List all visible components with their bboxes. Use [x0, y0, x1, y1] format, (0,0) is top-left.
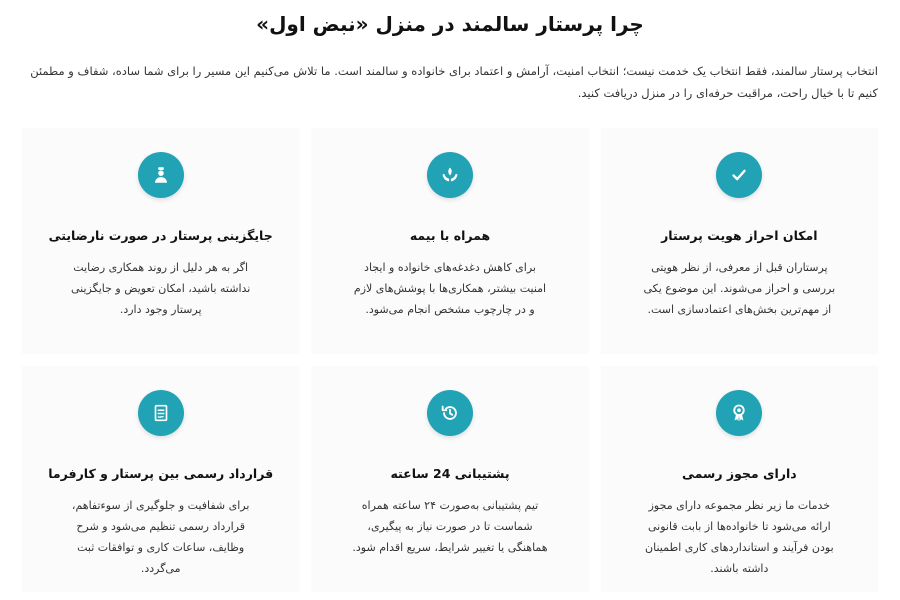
- feature-card-identity: [601, 128, 878, 354]
- feature-text: برای کاهش دغدغه‌های خانواده و ایجاد امنیت بیشتر، همکاری‌ها با پوشش‌های لازم و در چارچوب مشخص انجام می‌شود.: [353, 261, 547, 316]
- feature-card-license: [601, 366, 878, 592]
- feature-text: خدمات ما زیر نظر مجموعه دارای مجوز ارائه می‌شود تا خانواده‌ها از بابت قانونی بودن فرآیند و استانداردهای کاری اطمینان داشته باشند.: [645, 499, 834, 575]
- feature-card-insurance: [311, 128, 588, 354]
- feature-title: همراه با بیمه: [409, 228, 491, 243]
- contract-document-icon: [138, 390, 184, 436]
- feature-card-replacement: [22, 128, 299, 354]
- history-clock-icon: [427, 390, 473, 436]
- feature-title: جایگزینی پرستار در صورت نارضایتی: [48, 228, 273, 243]
- feature-text: تیم پشتیبانی به‌صورت ۲۴ ساعته همراه شماست تا در صورت نیاز به پیگیری، هماهنگی یا تغییر شرایط، سریع اقدام شود.: [352, 499, 548, 554]
- feature-text: اگر به هر دلیل از روند همکاری رضایت نداشته باشید، امکان تعویض و جایگزینی پرستار وجود دارد.: [71, 261, 251, 316]
- award-ribbon-icon: [716, 390, 762, 436]
- feature-title: قرارداد رسمی بین پرستار و کارفرما: [48, 466, 274, 481]
- feature-card-contract: [22, 366, 299, 592]
- page-title: چرا پرستار سالمند در منزل «نبض اول»: [256, 12, 644, 36]
- feature-card-support: [311, 366, 588, 592]
- check-icon: [716, 152, 762, 198]
- features-grid: [22, 128, 878, 600]
- feature-text: برای شفافیت و جلوگیری از سوءتفاهم، قرارداد رسمی تنظیم می‌شود و شرح وظایف، ساعات کاری و توافقات ثبت می‌گردد.: [71, 499, 250, 575]
- nurse-icon: [138, 152, 184, 198]
- feature-title: امکان احراز هویت پرستار: [661, 228, 818, 243]
- hands-leaf-icon: [427, 152, 473, 198]
- intro-paragraph: انتخاب پرستار سالمند، فقط انتخاب یک خدمت نیست؛ انتخاب امنیت، آرامش و اعتماد برای خانواده و سالمند است. ما تلاش می‌کنیم این مسیر را برای شما ساده، شفاف و مطمئن کنیم تا با خیال راحت، مراقبت حرفه‌ای را در منزل دریافت کنید.: [30, 64, 878, 100]
- feature-title: پشتیبانی 24 ساعته: [390, 466, 510, 481]
- feature-title: دارای مجوز رسمی: [682, 466, 797, 481]
- feature-text: پرستاران قبل از معرفی، از نظر هویتی بررسی و احراز می‌شوند. این موضوع یکی از مهم‌ترین بخش‌های اعتمادسازی است.: [643, 261, 836, 316]
